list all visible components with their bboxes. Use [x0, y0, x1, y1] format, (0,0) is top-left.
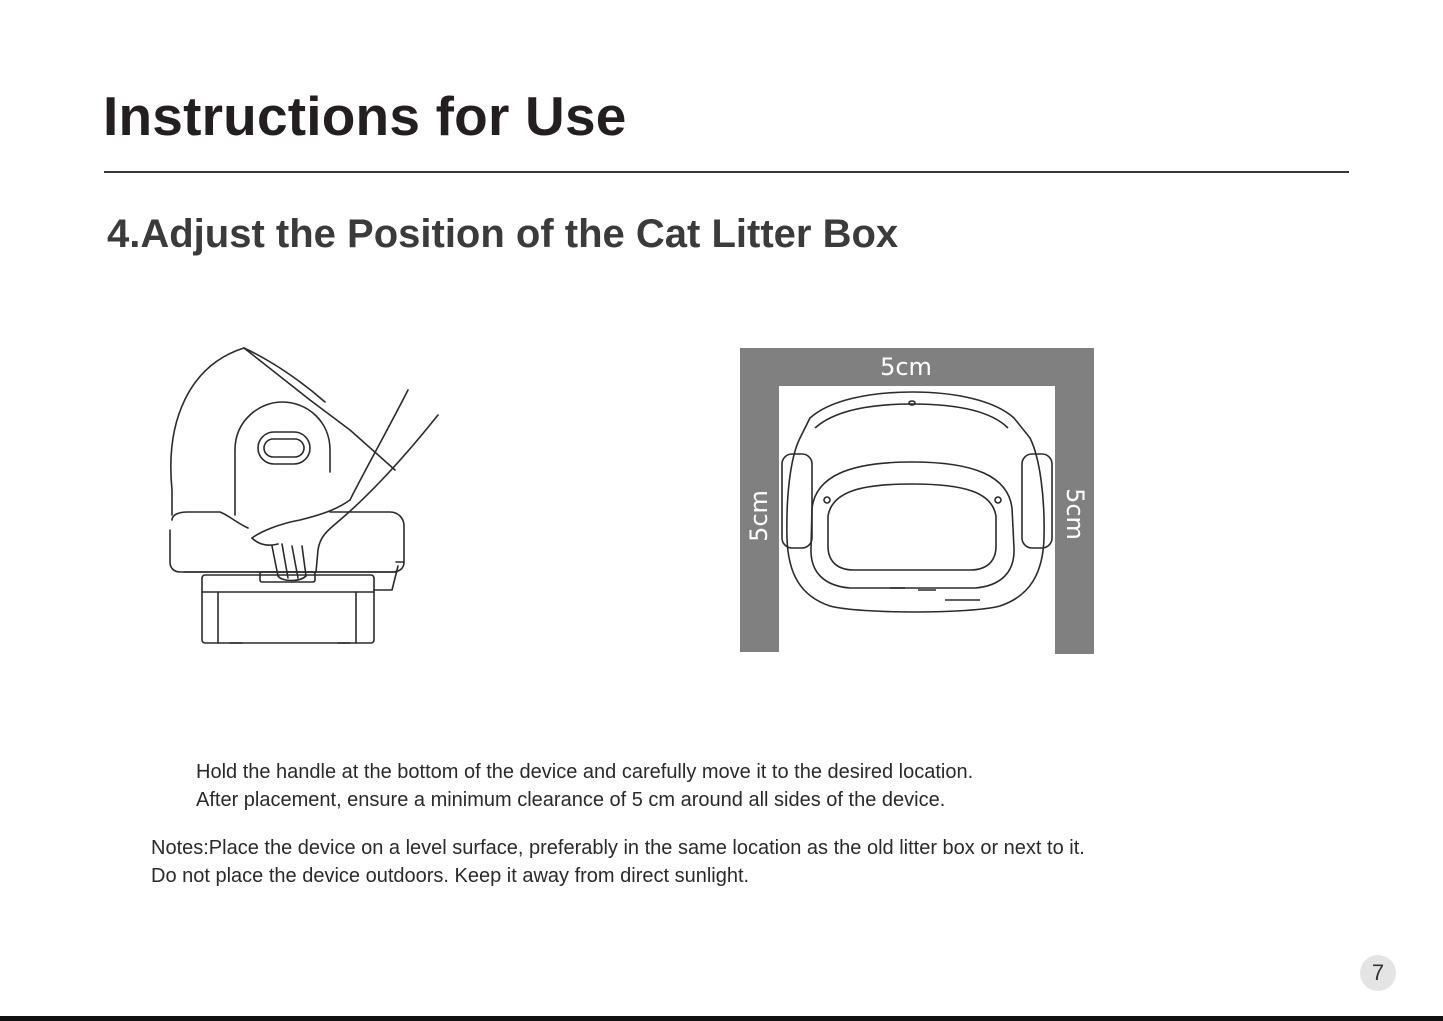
clearance-label-top: 5cm: [880, 353, 932, 381]
page-number-badge: 7: [1360, 955, 1396, 991]
title-divider: [104, 171, 1349, 173]
clearance-label-left: 5cm: [745, 490, 773, 542]
instruction-line-2: After placement, ensure a minimum clearance of 5 cm around all sides of the device.: [196, 789, 946, 811]
clearance-diagram: [740, 348, 1096, 654]
instruction-line-1: Hold the handle at the bottom of the device and carefully move it to the desired location.: [196, 761, 974, 783]
note-line-1: Notes:Place the device on a level surface, preferably in the same location as the old litter box or next to it.: [151, 837, 1085, 859]
litter-box-top-view: [782, 392, 1052, 612]
note-line-2: Do not place the device outdoors. Keep it away from direct sunlight.: [151, 865, 750, 887]
clearance-walls: [740, 348, 1094, 654]
clearance-label-right: 5cm: [1061, 488, 1089, 540]
bottom-border: [0, 1016, 1443, 1021]
section-title: 4.Adjust the Position of the Cat Litter Box: [107, 212, 899, 256]
page-title: Instructions for Use: [103, 85, 627, 147]
moving-litter-box-illustration: [160, 340, 450, 660]
